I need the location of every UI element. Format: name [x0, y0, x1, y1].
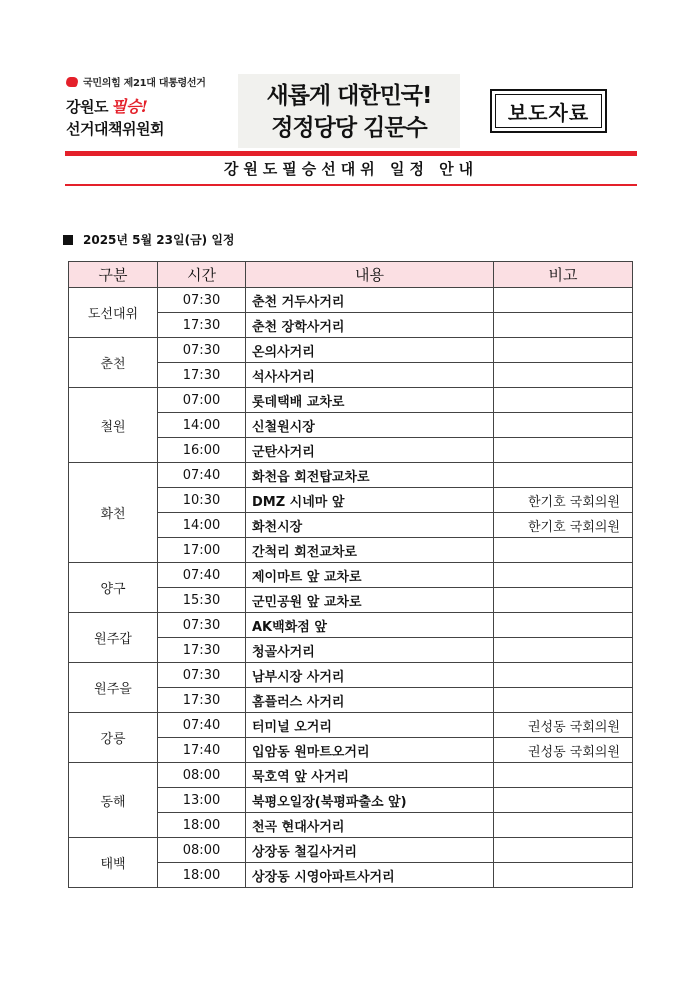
time-cell: 07:00 — [158, 388, 246, 413]
schedule-date-text: 2025년 5월 23일(금) 일정 — [83, 233, 235, 247]
content-cell: 제이마트 앞 교차로 — [246, 563, 494, 588]
slogan-line1: 새롭게 대한민국! — [266, 83, 432, 109]
note-cell — [494, 538, 633, 563]
region-cell: 강릉 — [69, 713, 158, 763]
time-cell: 15:30 — [158, 588, 246, 613]
content-cell: 청골사거리 — [246, 638, 494, 663]
time-cell: 07:30 — [158, 613, 246, 638]
content-cell: 북평오일장(북평파출소 앞) — [246, 788, 494, 813]
region-cell: 춘천 — [69, 338, 158, 388]
note-cell: 권성동 국회의원 — [494, 738, 633, 763]
note-cell — [494, 838, 633, 863]
content-cell: 석사사거리 — [246, 363, 494, 388]
note-cell — [494, 438, 633, 463]
document-title: 강원도필승선대위 일정 안내 — [223, 160, 479, 178]
note-cell — [494, 288, 633, 313]
slogan-banner — [238, 74, 460, 148]
note-cell — [494, 463, 633, 488]
note-cell — [494, 363, 633, 388]
region-cell: 화천 — [69, 463, 158, 563]
content-cell: 남부시장 사거리 — [246, 663, 494, 688]
time-cell: 16:00 — [158, 438, 246, 463]
table-row — [69, 563, 633, 588]
region-cell: 동해 — [69, 763, 158, 838]
time-cell: 07:30 — [158, 663, 246, 688]
col-header-time: 시간 — [158, 262, 246, 288]
region-cell: 태백 — [69, 838, 158, 888]
content-cell: 롯데택배 교차로 — [246, 388, 494, 413]
time-cell: 17:30 — [158, 688, 246, 713]
time-cell: 13:00 — [158, 788, 246, 813]
time-cell: 07:40 — [158, 713, 246, 738]
note-cell: 한기호 국회의원 — [494, 488, 633, 513]
note-cell — [494, 588, 633, 613]
content-cell: 천곡 현대사거리 — [246, 813, 494, 838]
org-name-accent: 필승! — [110, 97, 148, 116]
campaign-org-logo — [66, 74, 246, 139]
col-header-content: 내용 — [246, 262, 494, 288]
note-cell — [494, 788, 633, 813]
note-cell: 권성동 국회의원 — [494, 713, 633, 738]
time-cell: 08:00 — [158, 763, 246, 788]
time-cell: 10:30 — [158, 488, 246, 513]
table-row — [69, 838, 633, 863]
slogan-line2: 정정당당 김문수 — [271, 115, 427, 141]
note-cell — [494, 688, 633, 713]
square-bullet-icon — [63, 235, 73, 245]
org-name-line1 — [66, 94, 246, 117]
note-cell — [494, 413, 633, 438]
time-cell: 08:00 — [158, 838, 246, 863]
table-row — [69, 288, 633, 313]
col-header-category: 구분 — [69, 262, 158, 288]
time-cell: 18:00 — [158, 863, 246, 888]
content-cell: 묵호역 앞 사거리 — [246, 763, 494, 788]
party-logo-icon — [65, 77, 80, 87]
content-cell: 군민공원 앞 교차로 — [246, 588, 494, 613]
region-cell: 도선대위 — [69, 288, 158, 338]
time-cell: 14:00 — [158, 413, 246, 438]
time-cell: 17:30 — [158, 313, 246, 338]
time-cell: 07:40 — [158, 463, 246, 488]
schedule-date-heading — [63, 231, 235, 248]
note-cell: 한기호 국회의원 — [494, 513, 633, 538]
table-row — [69, 613, 633, 638]
note-cell — [494, 313, 633, 338]
content-cell: 온의사거리 — [246, 338, 494, 363]
note-cell — [494, 613, 633, 638]
note-cell — [494, 663, 633, 688]
note-cell — [494, 563, 633, 588]
org-name-prefix: 강원도 — [66, 98, 108, 116]
table-header-row — [69, 262, 633, 288]
party-line — [66, 74, 246, 89]
content-cell: 춘천 장학사거리 — [246, 313, 494, 338]
content-cell: 상장동 철길사거리 — [246, 838, 494, 863]
party-line-text: 국민의힘 제21대 대통령선거 — [83, 78, 206, 89]
time-cell: 17:00 — [158, 538, 246, 563]
table-row — [69, 463, 633, 488]
note-cell — [494, 638, 633, 663]
content-cell: 터미널 오거리 — [246, 713, 494, 738]
schedule-table — [68, 261, 633, 888]
press-release-badge — [490, 89, 607, 133]
time-cell: 17:30 — [158, 638, 246, 663]
table-row — [69, 663, 633, 688]
table-row — [69, 388, 633, 413]
region-cell: 원주갑 — [69, 613, 158, 663]
header-rule-bottom — [65, 184, 637, 186]
press-release-label: 보도자료 — [507, 100, 590, 125]
note-cell — [494, 863, 633, 888]
note-cell — [494, 338, 633, 363]
content-cell: 신철원시장 — [246, 413, 494, 438]
note-cell — [494, 388, 633, 413]
content-cell: AK백화점 앞 — [246, 613, 494, 638]
content-cell: 간척리 회전교차로 — [246, 538, 494, 563]
region-cell: 원주을 — [69, 663, 158, 713]
table-row — [69, 338, 633, 363]
time-cell: 17:30 — [158, 363, 246, 388]
note-cell — [494, 813, 633, 838]
content-cell: 홈플러스 사거리 — [246, 688, 494, 713]
schedule-table-body — [69, 288, 633, 888]
content-cell: 군탄사거리 — [246, 438, 494, 463]
content-cell: DMZ 시네마 앞 — [246, 488, 494, 513]
time-cell: 14:00 — [158, 513, 246, 538]
col-header-note: 비고 — [494, 262, 633, 288]
time-cell: 17:40 — [158, 738, 246, 763]
org-name-line2: 선거대책위원회 — [66, 120, 164, 138]
content-cell: 화천시장 — [246, 513, 494, 538]
time-cell: 07:30 — [158, 338, 246, 363]
time-cell: 07:30 — [158, 288, 246, 313]
table-row — [69, 713, 633, 738]
content-cell: 입암동 원마트오거리 — [246, 738, 494, 763]
table-row — [69, 763, 633, 788]
time-cell: 07:40 — [158, 563, 246, 588]
header-rule-top — [65, 151, 637, 156]
content-cell: 상장동 시영아파트사거리 — [246, 863, 494, 888]
content-cell: 춘천 거두사거리 — [246, 288, 494, 313]
note-cell — [494, 763, 633, 788]
region-cell: 양구 — [69, 563, 158, 613]
content-cell: 화천읍 회전탑교차로 — [246, 463, 494, 488]
region-cell: 철원 — [69, 388, 158, 463]
time-cell: 18:00 — [158, 813, 246, 838]
